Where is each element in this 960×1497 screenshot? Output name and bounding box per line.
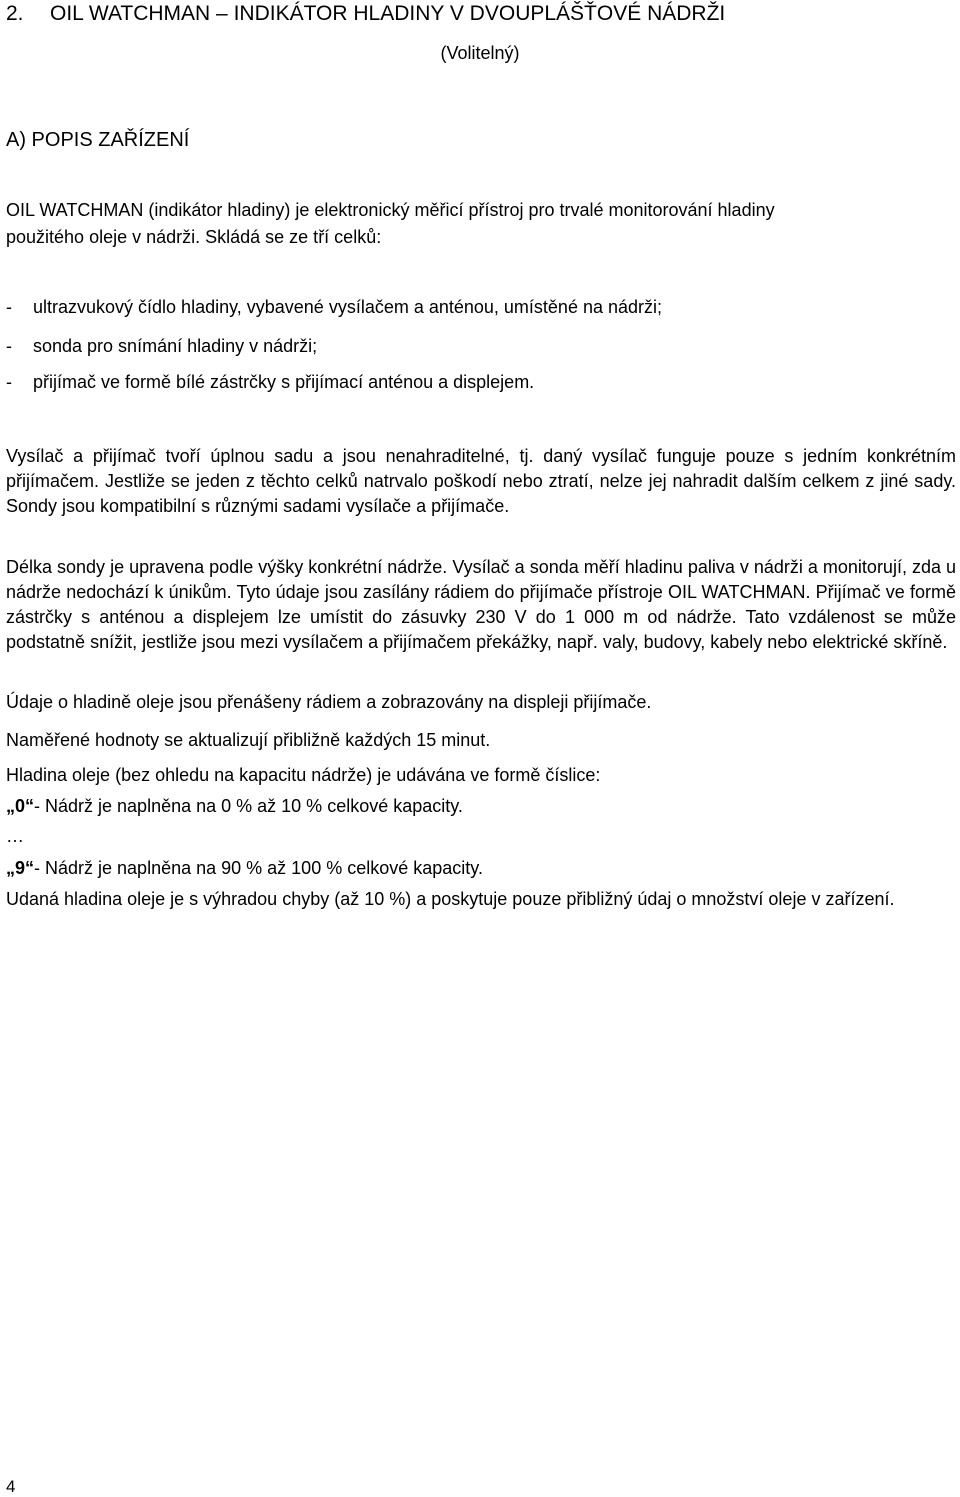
- chapter-number: 2.: [6, 2, 24, 25]
- chapter-title-text: OIL WATCHMAN – INDIKÁTOR HLADINY V DVOUPLÁŠŤOVÉ NÁDRŽI: [50, 2, 726, 25]
- level-9-code: „9“: [6, 858, 35, 878]
- list-item-text: ultrazvukový čídlo hladiny, vybavené vysílačem a anténou, umístěné na nádrži;: [33, 297, 663, 317]
- chapter-subtitle: (Volitelný): [440, 43, 520, 63]
- level-0-row: [6, 796, 463, 817]
- level-9-row: [6, 858, 483, 879]
- list-dash: -: [6, 336, 12, 356]
- list-item: [6, 297, 662, 318]
- list-item-text: přijímač ve formě bílé zástrčky s přijímací anténou a displejem.: [33, 372, 535, 392]
- page-number: 4: [6, 1477, 16, 1496]
- list-item: [6, 372, 534, 393]
- level-ellipsis: …: [6, 826, 24, 846]
- list-item-text: sonda pro snímání hladiny v nádrži;: [33, 336, 318, 356]
- level-0-code: „0“: [6, 796, 35, 816]
- chapter-title: [6, 2, 725, 26]
- intro-line-1: OIL WATCHMAN (indikátor hladiny) je elektronický měřicí přístroj pro trvalé monitorování hladiny: [6, 200, 775, 220]
- level-0-text: - Nádrž je naplněna na 0 % až 10 % celkové kapacity.: [34, 796, 463, 816]
- list-dash: -: [6, 372, 12, 392]
- level-9-text: - Nádrž je naplněna na 90 % až 100 % celkové kapacity.: [34, 858, 483, 878]
- paragraph-level-intro: Hladina oleje (bez ohledu na kapacitu nádrže) je udávána ve formě číslice:: [6, 765, 601, 785]
- paragraph-probe-length: Délka sondy je upravena podle výšky konkrétní nádrže. Vysílač a sonda měří hladinu paliva v nádrži a monitorují, zda u nádrže nedochází k únikům. Tyto údaje jsou zasílány rádiem do přijímače přístroje OIL WATCHMAN. Přijímač ve formě zástrčky s anténou a displejem lze umístit do zásuvky 230 V do 1 000 m od nádrže. Tato vzdálenost se může podstatně snížit, jestliže jsou mezi vysílačem a přijímačem překážky, např. valy, budovy, kabely nebo elektrické skříně.: [6, 557, 956, 652]
- paragraph-accuracy: Udaná hladina oleje je s výhradou chyby (až 10 %) a poskytuje pouze přibližný údaj o množství oleje v zařízení.: [6, 889, 895, 909]
- section-heading: A) POPIS ZAŘÍZENÍ: [6, 129, 190, 151]
- intro-line-2: použitého oleje v nádrži. Skládá se ze tří celků:: [6, 227, 382, 247]
- paragraph-update-interval: Naměřené hodnoty se aktualizují přibližně každých 15 minut.: [6, 730, 491, 750]
- paragraph-display: Údaje o hladině oleje jsou přenášeny rádiem a zobrazovány na displeji přijímače.: [6, 692, 652, 712]
- list-dash: -: [6, 297, 12, 317]
- list-item: [6, 336, 317, 357]
- paragraph-compatibility: Vysílač a přijímač tvoří úplnou sadu a jsou nenahraditelné, tj. daný vysílač funguje pouze s jedním konkrétním přijímačem. Jestliže se jeden z těchto celků natrvalo poškodí nebo ztratí, nelze jej nahradit dalším celkem z jiné sady. Sondy jsou kompatibilní s různými sadami vysílače a přijímače.: [6, 446, 956, 516]
